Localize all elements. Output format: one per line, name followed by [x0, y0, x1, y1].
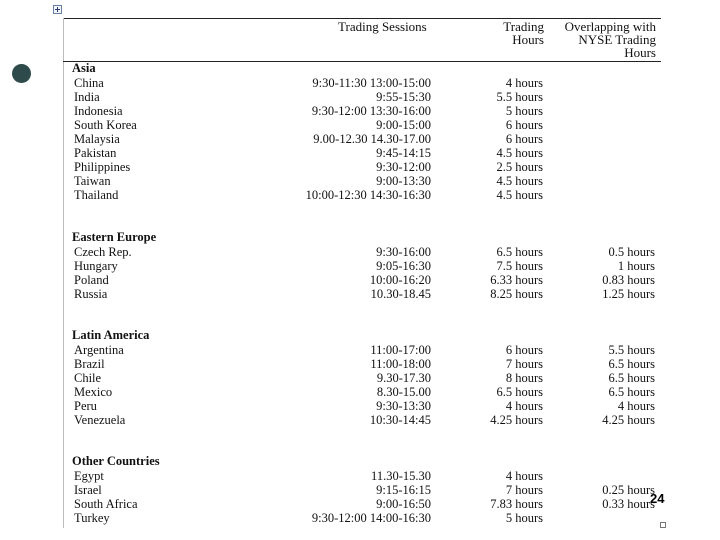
table-row	[0, 90, 720, 104]
hours-cell: 7 hours	[505, 357, 543, 371]
sessions-cell: 9:30-12:00 13:30-16:00	[311, 104, 431, 118]
overlap-cell: 0.33 hours	[602, 497, 655, 511]
hours-cell: 6 hours	[505, 118, 543, 132]
country-cell: Mexico	[74, 385, 113, 399]
country-cell: Malaysia	[74, 132, 120, 146]
sessions-cell: 9:15-16:15	[376, 483, 431, 497]
table-row	[0, 371, 720, 385]
corner-box	[660, 522, 666, 528]
table-row	[0, 188, 720, 202]
hours-cell: 5.5 hours	[496, 90, 543, 104]
table-row	[0, 343, 720, 357]
country-cell: Czech Rep.	[74, 245, 132, 259]
hours-cell: 6.5 hours	[496, 385, 543, 399]
country-cell: Venezuela	[74, 413, 126, 427]
table-row	[0, 174, 720, 188]
table-row	[0, 357, 720, 371]
header-overlap: Overlapping with NYSE Trading Hours	[564, 19, 656, 60]
sessions-cell: 10.30-18.45	[370, 287, 431, 301]
hours-cell: 6 hours	[505, 132, 543, 146]
table-row	[0, 104, 720, 118]
sessions-cell: 11:00-18:00	[370, 357, 431, 371]
overlap-cell: 0.25 hours	[602, 483, 655, 497]
country-cell: South Africa	[74, 497, 138, 511]
country-cell: Philippines	[74, 160, 131, 174]
overlap-cell: 6.5 hours	[608, 357, 655, 371]
hours-cell: 4.25 hours	[490, 413, 543, 427]
table-row	[0, 132, 720, 146]
hours-cell: 4.5 hours	[496, 188, 543, 202]
sessions-cell: 9:30-12:00 14:00-16:30	[311, 511, 431, 525]
table-row	[0, 287, 720, 301]
sessions-cell: 9:30-11:30 13:00-15:00	[312, 76, 431, 90]
country-cell: Thailand	[74, 188, 119, 202]
country-cell: Indonesia	[74, 104, 123, 118]
overlap-cell: 0.5 hours	[608, 245, 655, 259]
sessions-cell: 9:45-14:15	[376, 146, 431, 160]
hours-cell: 8 hours	[505, 371, 543, 385]
table-row	[0, 413, 720, 427]
group-title: Asia	[72, 61, 96, 75]
sessions-cell: 10:30-14:45	[369, 413, 431, 427]
table-row	[0, 273, 720, 287]
country-cell: South Korea	[74, 118, 137, 132]
country-cell: India	[74, 90, 100, 104]
page-number: 24	[650, 491, 665, 506]
sessions-cell: 9:30-13:30	[376, 399, 431, 413]
hours-cell: 4.5 hours	[496, 174, 543, 188]
sessions-cell: 9.30-17.30	[376, 371, 431, 385]
table-row	[0, 399, 720, 413]
sessions-cell: 11.30-15.30	[371, 469, 431, 483]
sessions-cell: 9:55-15:30	[376, 90, 431, 104]
overlap-cell: 0.83 hours	[602, 273, 655, 287]
overlap-cell: 6.5 hours	[608, 385, 655, 399]
group-title: Other Countries	[72, 454, 160, 468]
table-row	[0, 511, 720, 525]
table-row	[0, 146, 720, 160]
table-row	[0, 385, 720, 399]
country-cell: Chile	[74, 371, 102, 385]
sessions-cell: 8.30-15.00	[376, 385, 431, 399]
table-row	[0, 483, 720, 497]
overlap-cell: 1.25 hours	[602, 287, 655, 301]
country-cell: Hungary	[74, 259, 118, 273]
sessions-cell: 10:00-16:20	[369, 273, 431, 287]
hours-cell: 4 hours	[505, 399, 543, 413]
sessions-cell: 9:00-13:30	[376, 174, 431, 188]
country-cell: China	[74, 76, 104, 90]
country-cell: Poland	[74, 273, 109, 287]
table-row	[0, 497, 720, 511]
hours-cell: 6.33 hours	[490, 273, 543, 287]
country-cell: Russia	[74, 287, 108, 301]
hours-cell: 7.83 hours	[490, 497, 543, 511]
table-row	[0, 76, 720, 90]
table-row	[0, 259, 720, 273]
hours-cell: 7.5 hours	[496, 259, 543, 273]
sessions-cell: 9:30-16:00	[376, 245, 431, 259]
expand-icon[interactable]	[53, 5, 62, 14]
overlap-cell: 1 hours	[617, 259, 655, 273]
sessions-cell: 9:30-12:00	[376, 160, 431, 174]
sessions-cell: 9:00-15:00	[376, 118, 431, 132]
country-cell: Pakistan	[74, 146, 117, 160]
group-title: Latin America	[72, 328, 150, 342]
hours-cell: 2.5 hours	[496, 160, 543, 174]
country-cell: Peru	[74, 399, 97, 413]
hours-cell: 5 hours	[505, 104, 543, 118]
header-rule	[63, 61, 661, 62]
country-cell: Taiwan	[74, 174, 111, 188]
sessions-cell: 11:00-17:00	[370, 343, 431, 357]
header-trading-hours: Trading Hours	[503, 19, 544, 47]
hours-cell: 7 hours	[505, 483, 543, 497]
table-row	[0, 245, 720, 259]
hours-cell: 6.5 hours	[496, 245, 543, 259]
country-cell: Turkey	[74, 511, 110, 525]
hours-cell: 5 hours	[505, 511, 543, 525]
overlap-cell: 6.5 hours	[608, 371, 655, 385]
country-cell: Israel	[74, 483, 102, 497]
overlap-cell: 4.25 hours	[602, 413, 655, 427]
overlap-cell: 4 hours	[617, 399, 655, 413]
country-cell: Brazil	[74, 357, 105, 371]
table-row	[0, 118, 720, 132]
sessions-cell: 10:00-12:30 14:30-16:30	[305, 188, 431, 202]
hours-cell: 6 hours	[505, 343, 543, 357]
overlap-cell: 5.5 hours	[608, 343, 655, 357]
country-cell: Argentina	[74, 343, 124, 357]
sessions-cell: 9:00-16:50	[376, 497, 431, 511]
sessions-cell: 9.00-12.30 14.30-17.00	[313, 132, 431, 146]
group-title: Eastern Europe	[72, 230, 157, 244]
table-row	[0, 160, 720, 174]
country-cell: Egypt	[74, 469, 104, 483]
header-trading-sessions: Trading Sessions	[338, 19, 427, 34]
hours-cell: 4 hours	[505, 76, 543, 90]
hours-cell: 4 hours	[505, 469, 543, 483]
table-row	[0, 469, 720, 483]
hours-cell: 4.5 hours	[496, 146, 543, 160]
hours-cell: 8.25 hours	[490, 287, 543, 301]
sessions-cell: 9:05-16:30	[376, 259, 431, 273]
